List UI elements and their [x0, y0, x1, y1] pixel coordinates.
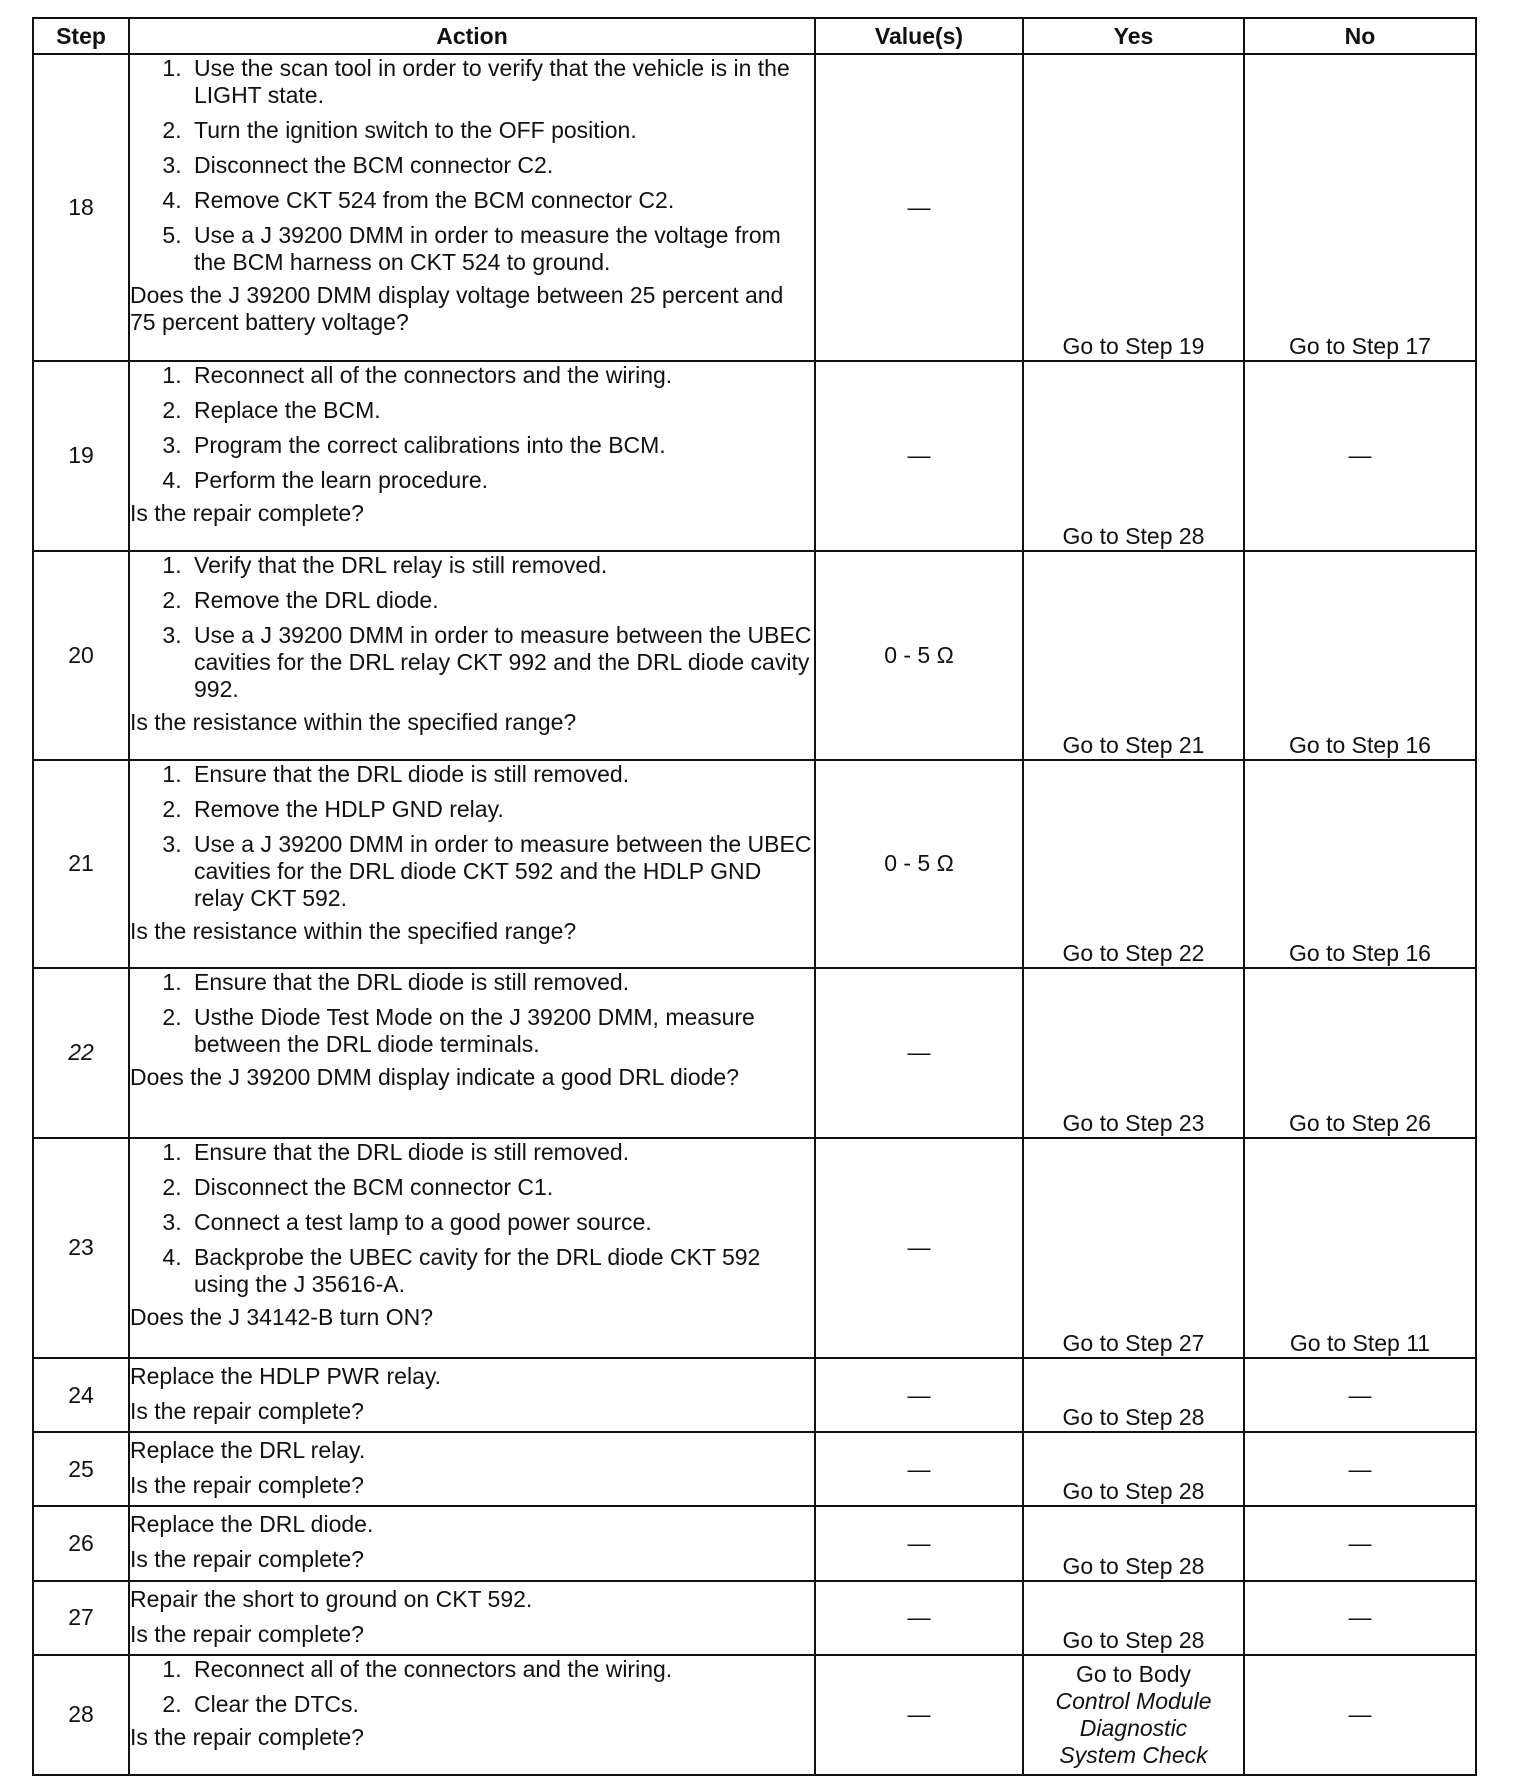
no-cell: Go to Step 16 [1244, 551, 1476, 759]
table-row [33, 1506, 1476, 1580]
no-cell: — [1244, 1581, 1476, 1655]
yes-cell: Go to Step 22 [1023, 760, 1244, 968]
action-list [130, 1656, 814, 1718]
action-cell [129, 1138, 815, 1359]
table-row [33, 54, 1476, 361]
header-step: Step [33, 18, 129, 54]
table-row [33, 1138, 1476, 1359]
action-question: Is the repair complete? [130, 499, 364, 526]
header-no: No [1244, 18, 1476, 54]
action-item: 1. Ensure that the DRL diode is still removed. [188, 761, 814, 788]
action-instruction: Replace the DRL relay. [130, 1437, 366, 1464]
action-instruction: Replace the HDLP PWR relay. [130, 1363, 442, 1389]
table-row [33, 361, 1476, 551]
value-cell: — [815, 1581, 1023, 1655]
action-list [130, 761, 814, 912]
action-item: 5. Use a J 39200 DMM in order to measure the voltage from the BCM harness on CKT 524 to ground. [188, 222, 814, 276]
action-cell [129, 1432, 815, 1506]
action-item: 4. Perform the learn procedure. [188, 467, 814, 494]
diagnostic-table [32, 17, 1477, 1776]
value-cell: — [815, 1432, 1023, 1506]
header-row [33, 18, 1476, 54]
no-cell: — [1244, 1655, 1476, 1775]
action-question: Does the J 34142-B turn ON? [130, 1303, 433, 1330]
step-number: 28 [33, 1655, 129, 1775]
action-item: 3. Program the correct calibrations into the BCM. [188, 432, 814, 459]
yes-line: Control Module [1055, 1687, 1212, 1714]
no-cell: — [1244, 1358, 1476, 1432]
action-cell [129, 1506, 815, 1580]
action-question: Is the repair complete? [130, 1546, 364, 1573]
action-item: 2. Usthe Diode Test Mode on the J 39200 DMM, measure between the DRL diode terminals. [188, 1004, 814, 1058]
no-cell: — [1244, 1506, 1476, 1580]
step-number: 18 [33, 54, 129, 361]
yes-cell: Go to Step 19 [1023, 54, 1244, 361]
value-cell: 0 - 5 Ω [815, 551, 1023, 759]
action-item: 3. Use a J 39200 DMM in order to measure between the UBEC cavities for the DRL relay CKT 992 and the DRL diode cavity 992. [188, 622, 814, 703]
action-item: 1. Reconnect all of the connectors and the wiring. [188, 1656, 814, 1683]
value-cell: — [815, 54, 1023, 361]
no-cell: Go to Step 17 [1244, 54, 1476, 361]
action-list [130, 552, 814, 703]
value-cell: — [815, 361, 1023, 551]
action-question: Does the J 39200 DMM display indicate a good DRL diode? [130, 1064, 740, 1091]
action-cell [129, 968, 815, 1137]
action-item: 1. Ensure that the DRL diode is still removed. [188, 969, 814, 996]
action-item: 4. Remove CKT 524 from the BCM connector C2. [188, 187, 814, 214]
step-number: 26 [33, 1506, 129, 1580]
action-item: 2. Disconnect the BCM connector C1. [188, 1174, 814, 1201]
yes-cell [1023, 1655, 1244, 1775]
action-item: 1. Use the scan tool in order to verify that the vehicle is in the LIGHT state. [188, 55, 814, 109]
yes-cell: Go to Step 28 [1023, 1432, 1244, 1506]
action-item: 2. Clear the DTCs. [188, 1691, 814, 1718]
action-question: Is the repair complete? [130, 1472, 364, 1499]
yes-cell: Go to Step 21 [1023, 551, 1244, 759]
action-instruction: Repair the short to ground on CKT 592. [130, 1585, 533, 1612]
action-question: Is the resistance within the specified range? [130, 709, 577, 736]
action-item: 1. Reconnect all of the connectors and the wiring. [188, 362, 814, 389]
step-number: 24 [33, 1358, 129, 1432]
yes-cell: Go to Step 27 [1023, 1138, 1244, 1359]
yes-cell: Go to Step 28 [1023, 1581, 1244, 1655]
yes-line: Go to Body [1075, 1660, 1192, 1687]
action-item: 2. Turn the ignition switch to the OFF position. [188, 117, 814, 144]
table-row [33, 760, 1476, 968]
action-cell [129, 1655, 815, 1775]
action-question: Does the J 39200 DMM display voltage between 25 percent and 75 percent battery voltage? [130, 282, 784, 335]
action-list [130, 362, 814, 494]
header-action: Action [129, 18, 815, 54]
action-list [130, 55, 814, 276]
no-cell: — [1244, 1432, 1476, 1506]
table-row [33, 1581, 1476, 1655]
step-number: 27 [33, 1581, 129, 1655]
action-item: 3. Connect a test lamp to a good power source. [188, 1209, 814, 1236]
action-cell [129, 54, 815, 361]
table-row [33, 1432, 1476, 1506]
action-question: Is the repair complete? [130, 1723, 364, 1750]
yes-cell: Go to Step 23 [1023, 968, 1244, 1137]
action-item: 2. Remove the DRL diode. [188, 587, 814, 614]
step-number: 23 [33, 1138, 129, 1359]
action-cell [129, 1581, 815, 1655]
action-item: 3. Disconnect the BCM connector C2. [188, 152, 814, 179]
action-list [130, 1139, 814, 1298]
table-row [33, 1358, 1476, 1432]
table-row [33, 1655, 1476, 1775]
yes-line: Diagnostic [1079, 1714, 1188, 1741]
value-cell: — [815, 1138, 1023, 1359]
no-cell: Go to Step 11 [1244, 1138, 1476, 1359]
step-number: 25 [33, 1432, 129, 1506]
value-cell: 0 - 5 Ω [815, 760, 1023, 968]
action-item: 2. Replace the BCM. [188, 397, 814, 424]
action-cell [129, 361, 815, 551]
yes-line: System Check [1059, 1741, 1208, 1768]
yes-cell: Go to Step 28 [1023, 361, 1244, 551]
action-item: 1. Verify that the DRL relay is still removed. [188, 552, 814, 579]
action-cell [129, 1358, 815, 1432]
no-cell: Go to Step 26 [1244, 968, 1476, 1137]
value-cell: — [815, 1655, 1023, 1775]
value-cell: — [815, 968, 1023, 1137]
action-cell [129, 760, 815, 968]
action-item: 4. Backprobe the UBEC cavity for the DRL diode CKT 592 using the J 35616-A. [188, 1244, 814, 1298]
action-item: 1. Ensure that the DRL diode is still removed. [188, 1139, 814, 1166]
value-cell: — [815, 1358, 1023, 1432]
action-item: 3. Use a J 39200 DMM in order to measure between the UBEC cavities for the DRL diode CKT 592 and the HDLP GND relay CKT 592. [188, 831, 814, 912]
yes-cell: Go to Step 28 [1023, 1358, 1244, 1432]
header-values: Value(s) [815, 18, 1023, 54]
header-yes: Yes [1023, 18, 1244, 54]
step-number: 19 [33, 361, 129, 551]
step-number: 22 [33, 968, 129, 1137]
action-item: 2. Remove the HDLP GND relay. [188, 796, 814, 823]
table-row [33, 551, 1476, 759]
no-cell: Go to Step 16 [1244, 760, 1476, 968]
step-number: 20 [33, 551, 129, 759]
action-instruction: Replace the DRL diode. [130, 1511, 374, 1538]
no-cell: — [1244, 361, 1476, 551]
action-question: Is the resistance within the specified range? [130, 917, 577, 944]
action-question: Is the repair complete? [130, 1398, 364, 1424]
action-list [130, 969, 814, 1058]
table-row [33, 968, 1476, 1137]
action-cell [129, 551, 815, 759]
step-number: 21 [33, 760, 129, 968]
action-question: Is the repair complete? [130, 1620, 364, 1647]
yes-cell: Go to Step 28 [1023, 1506, 1244, 1580]
value-cell: — [815, 1506, 1023, 1580]
